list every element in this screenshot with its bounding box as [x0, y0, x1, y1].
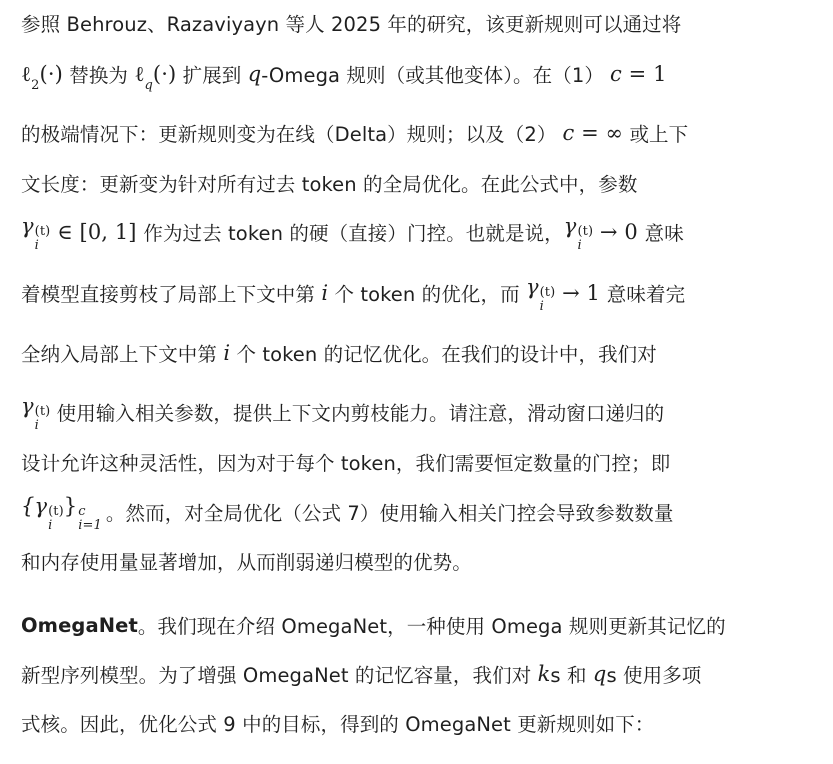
k-symbol	[538, 662, 551, 686]
in-interval: ∈ [0, 1]	[50, 220, 144, 244]
p1-line-1	[21, 13, 682, 36]
p1-line-8	[21, 393, 665, 433]
gamma-symbol-4: γ	[21, 393, 34, 418]
q-symbol-2	[593, 662, 607, 686]
p1-line-10-text: 。然而，对全局优化（公式 7）使用输入相关门控会导致参数数量	[105, 502, 674, 525]
p1-line-4	[21, 173, 638, 196]
p1-line-6-text-a: 着模型直接剪枝了局部上下文中第	[21, 283, 322, 306]
ell-2-arg: (·)	[39, 61, 63, 86]
p2-line-3	[21, 713, 655, 736]
p1-line-5	[21, 213, 684, 253]
set-range-i: i=1	[78, 517, 102, 533]
c-variable-2: c	[562, 121, 575, 145]
gamma-i-t-2	[564, 214, 593, 251]
p1-line-1-text: 参照 Behrouz、Razaviyayn 等人 2025 年的研究，该更新规则可以通过将	[21, 13, 682, 36]
gamma-indices-1	[35, 225, 51, 253]
gamma-indices-2	[577, 225, 593, 253]
c-variable: c	[609, 62, 622, 86]
gamma-symbol-3: γ	[525, 274, 539, 299]
p1-line-3	[21, 121, 689, 146]
gamma-set-indices	[48, 505, 64, 533]
ell-2-symbol	[21, 61, 63, 93]
p1-line-7-text-a: 全纳入局部上下文中第	[21, 343, 224, 366]
i-symbol-2	[223, 341, 230, 365]
i-variable-2: i	[223, 341, 231, 365]
gamma-set	[21, 494, 102, 531]
p2-line-1-text: 。我们现在介绍 OmegaNet，一种使用 Omega 规则更新其记忆的	[137, 615, 726, 638]
p1-line-2	[21, 61, 667, 93]
p1-line-6	[21, 274, 686, 314]
p1-line-5-text-a: 作为过去 token 的硬（直接）门控。也就是说，	[143, 222, 564, 245]
omeganet-heading: OmegaNet	[21, 613, 138, 637]
gamma-set-sup-t: (t)	[48, 503, 64, 519]
i-symbol	[321, 281, 328, 305]
gamma-sup-t-2: (t)	[577, 223, 594, 239]
ell-symbol: ℓ	[21, 61, 32, 86]
gamma-sup-t-3: (t)	[539, 284, 556, 300]
p1-line-9	[21, 452, 671, 475]
k-variable: k	[537, 662, 551, 686]
arrow-to-1: → 1	[555, 281, 607, 305]
p1-line-5-text-b: 意味	[644, 222, 684, 245]
gamma-indices-4	[35, 405, 51, 433]
p2-line-1	[21, 613, 726, 638]
gamma-sub-i-4: i	[34, 417, 39, 433]
gamma-i-t-1	[21, 214, 50, 251]
p2-line-2	[21, 662, 702, 687]
p1-line-10	[21, 493, 674, 533]
p1-line-6-text-c: 意味着完	[606, 283, 686, 306]
ell-subscript-q: q	[144, 77, 153, 93]
gamma-sup-t: (t)	[34, 223, 51, 239]
p1-line-8-text: 使用输入相关参数，提供上下文内剪枝能力。请注意，滑动窗口递归的	[50, 402, 665, 425]
ell-q-symbol	[134, 61, 177, 93]
p1-line-11-text: 和内存使用量显著增加，从而削弱递归模型的优势。	[21, 551, 472, 574]
p1-line-7-text-b: 个 token 的记忆优化。在我们的设计中，我们对	[230, 343, 657, 366]
ell-symbol-2: ℓ	[134, 61, 145, 86]
p2-line-2-text-b: s 和	[550, 664, 593, 687]
q-variable: q	[247, 62, 262, 86]
set-range-c: c	[78, 503, 86, 519]
equals-1: = 1	[621, 62, 667, 86]
gamma-set-open: {γ	[21, 493, 48, 518]
p1-line-6-text-b: 个 token 的优化，而	[328, 283, 526, 306]
ell-q-arg: (·)	[152, 61, 177, 86]
gamma-symbol-2: γ	[563, 213, 577, 238]
p1-line-3-text-a: 的极端情况下：更新规则变为在线（Delta）规则；以及（2）	[21, 123, 557, 146]
p2-line-2-text-a: 新型序列模型。为了增强 OmegaNet 的记忆容量，我们对	[21, 664, 538, 687]
i-variable: i	[321, 281, 329, 305]
gamma-set-sub-i: i	[48, 517, 53, 533]
gamma-symbol: γ	[21, 213, 34, 238]
p1-line-2-text-c: -Omega 规则（或其他变体）。在（1）	[261, 64, 604, 87]
q-variable-2: q	[592, 662, 607, 686]
gamma-sub-i-2: i	[577, 237, 582, 253]
arrow-to-0: → 0	[593, 220, 645, 244]
p2-line-2-text-c: s 使用多项	[606, 664, 702, 687]
gamma-set-close: }	[63, 493, 78, 518]
p1-line-2-text-b: 扩展到	[176, 64, 248, 87]
c-equals-1	[610, 62, 667, 86]
q-symbol	[248, 62, 262, 86]
gamma-i-t-4	[21, 394, 50, 431]
p1-line-11	[21, 551, 472, 574]
gamma-i-t-3	[526, 275, 555, 312]
gamma-sub-i-3: i	[539, 298, 544, 314]
ell-subscript-2: 2	[31, 77, 40, 93]
set-range-indices	[78, 505, 102, 533]
gamma-sub-i: i	[34, 237, 39, 253]
equals-infinity: = ∞	[574, 121, 624, 145]
gamma-indices-3	[540, 286, 556, 314]
p1-line-2-text-a: 替换为	[62, 64, 135, 87]
gamma-sup-t-4: (t)	[34, 403, 51, 419]
p1-line-7	[21, 341, 657, 366]
p1-line-4-text: 文长度：更新变为针对所有过去 token 的全局优化。在此公式中，参数	[21, 173, 638, 196]
p1-line-9-text: 设计允许这种灵活性，因为对于每个 token，我们需要恒定数量的门控；即	[21, 452, 671, 475]
p2-line-3-text: 式核。因此，优化公式 9 中的目标，得到的 OmegaNet 更新规则如下：	[21, 713, 655, 736]
c-equals-infinity	[562, 121, 623, 145]
p1-line-3-text-b: 或上下	[623, 123, 689, 146]
